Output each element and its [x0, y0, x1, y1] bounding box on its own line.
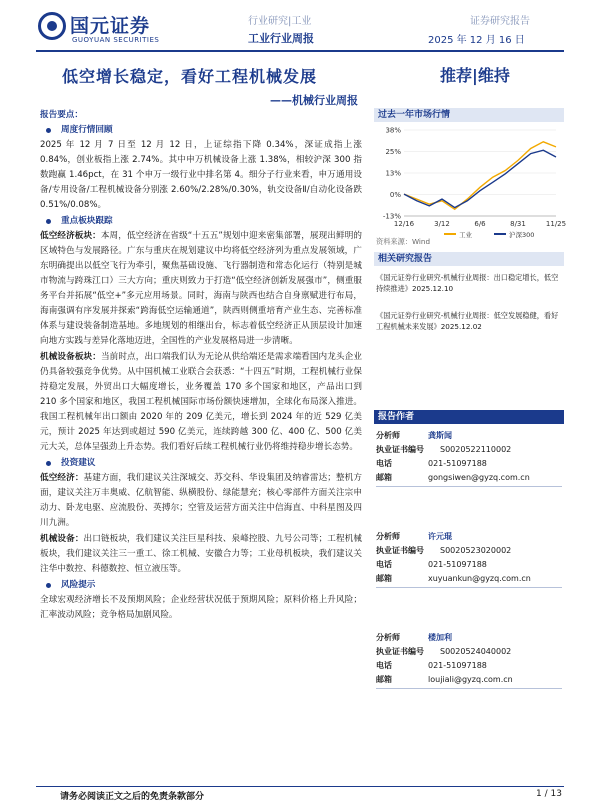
analyst-row [376, 630, 562, 644]
cert-number-label: 执业证书编号 [376, 646, 424, 656]
analyst-row [376, 543, 562, 557]
chart-source: 资料来源：Wind [376, 237, 431, 246]
related-item-text[interactable]: 《国元证券行业研究-机械行业周报：低空发展稳健，看好工程机械未来发展》2025.12.02 [376, 311, 559, 331]
report-type: 证券研究报告 [470, 16, 530, 27]
x-tick-label: 3/12 [434, 220, 450, 228]
y-tick-label: 25% [385, 148, 401, 156]
paragraph-lead: 机械设备： [40, 534, 84, 544]
analyst-name: 楼加利 [428, 632, 452, 642]
email-label: 邮箱 [376, 472, 392, 482]
spacer [376, 691, 562, 731]
report-category: 行业研究|工业 [248, 16, 312, 27]
page-subtitle: ——机械行业周报 [270, 94, 358, 107]
paragraph [40, 532, 362, 577]
bullet-icon [46, 219, 51, 224]
cert-number-label: 执业证书编号 [376, 444, 424, 454]
paragraph-text: 当前时点，出口端我们认为无论从供给端还是需求端看国内龙头企业仍具备较强竞争优势。从中国机械工业联合会获悉：“十四五”时期，工程机械行业保持稳定发展，外贸出口大幅度增长，业务覆盖 170 多个国家和地区，产品出口到 210 多个国家和地区，我国工程机械国际市场份额快速增加，全球化布局深入推进。我国工程机械年出口额由 2020 年的 209 亿美元，增长到 2024 年的近 529 亿美元，预计 2025 年达到或超过 590 亿美元，连续跨越 300 亿、400 亿、500 亿美元大关，总体呈强劲上升态势。我们看好后续工程机械行业仍将维持稳步增长态势。 [40, 352, 362, 452]
analyst-list [376, 428, 562, 731]
series-line-industry [404, 142, 556, 210]
market-chart [374, 124, 567, 244]
paragraph-text: 2025 年 12 月 7 日至 12 月 12 日，上证综指下降 0.34%，深证成指上涨 0.84%，创业板指上涨 2.74%。其中申万机械设备上涨 1.38%，相较沪深 300 指数跑赢 1.46pct，在 31 个申万一级行业中排名第 4。细分子行业来看，申万通用设备/专用设备/工程机械设备分别涨 2.60%/2.28%/0.30%，轨交设备Ⅱ/自动化设备跌 0.51%/0.08%。 [40, 140, 362, 210]
analyst-name-label: 分析师 [376, 430, 400, 440]
section-heading-text: 风险提示 [61, 580, 96, 590]
section-heading-text: 投资建议 [61, 458, 96, 468]
section-heading [40, 214, 362, 229]
page-title: 低空增长稳定，看好工程机械发展 [62, 67, 318, 86]
analyst-row [376, 470, 562, 484]
analyst-row [376, 529, 562, 543]
spacer [376, 489, 562, 529]
email-label: 邮箱 [376, 674, 392, 684]
y-tick-label: 38% [385, 126, 401, 135]
authors-heading: 报告作者 [374, 410, 564, 424]
company-logo-icon [38, 12, 66, 40]
paragraph [40, 471, 362, 531]
analyst-name-label: 分析师 [376, 531, 400, 541]
legend-label: 工业 [459, 231, 472, 239]
x-tick-label: 6/6 [474, 220, 486, 228]
paragraph-text: 出口链板块，我们建议关注巨星科技、泉峰控股、九号公司等；工程机械板块，我们建议关注三一重工、徐工机械、安徽合力等；工业母机板块，我们建议关注华中数控、科德数控、恒立液压等。 [40, 534, 362, 574]
series-line-hs300 [404, 150, 556, 207]
y-tick-label: 0% [389, 191, 401, 199]
bullet-icon [46, 461, 51, 466]
analyst-name: 许元琨 [428, 531, 452, 541]
company-name-en: GUOYUAN SECURITIES [72, 36, 160, 44]
related-heading: 相关研究报告 [374, 252, 564, 266]
analyst-row [376, 644, 562, 658]
summary-label: 报告要点： [40, 110, 83, 120]
email[interactable]: xuyuankun@gyzq.com.cn [428, 573, 531, 583]
x-tick-label: 11/25 [545, 220, 567, 228]
analyst-row [376, 442, 562, 456]
phone: 021-51097188 [428, 458, 487, 468]
phone: 021-51097188 [428, 660, 487, 670]
section-heading [40, 456, 362, 471]
analyst-divider [376, 688, 562, 689]
related-item[interactable] [376, 272, 562, 294]
phone-label: 电话 [376, 660, 392, 670]
bullet-icon [46, 583, 51, 588]
paragraph-lead: 机械设备板块： [40, 352, 101, 362]
spacer [376, 590, 562, 630]
analyst-row [376, 672, 562, 686]
sections [40, 123, 362, 623]
paragraph-lead: 低空经济： [40, 473, 84, 483]
cert-number-label: 执业证书编号 [376, 545, 424, 555]
cert-number: S0020522110002 [440, 444, 512, 454]
cert-number: S0020524040002 [440, 646, 512, 656]
disclaimer-note: 请务必阅读正文之后的免责条款部分 [60, 792, 205, 802]
footer-divider [36, 786, 564, 787]
paragraph [40, 229, 362, 349]
related-item[interactable] [376, 310, 562, 332]
phone-label: 电话 [376, 559, 392, 569]
paragraph-lead: 低空经济板块： [40, 231, 101, 241]
paragraph [40, 593, 362, 623]
section-heading-text: 周度行情回顾 [61, 125, 113, 135]
bullet-icon [46, 128, 51, 133]
rating-badge: 推荐|维持 [440, 66, 510, 85]
analyst-name: 龚斯闻 [428, 430, 452, 440]
analyst-divider [376, 486, 562, 487]
section-heading [40, 578, 362, 593]
chart-heading: 过去一年市场行情 [374, 108, 564, 122]
y-tick-label: 13% [385, 169, 401, 178]
email[interactable]: loujiali@gyzq.com.cn [428, 674, 513, 684]
paragraph-text: 本周，低空经济在省级“十五五”规划中迎来密集部署，展现出鲜明的区域特色与发展路径。广东与重庆在规划建议中均将低空经济列为重点发展领域，广东明确提出以低空飞行为牵引，聚焦基础设施、飞行器制造和常态化运行（特别是城市物流与跨珠江口）三大方向；重庆则致力于打造“低空经济创新发展强市”，侧重服务平台并拓展“低空+”多元应用场景。同时，海南与陕西也结合自身禀赋进行布局，海南强调有序发展并探索“跨海低空运输通道”，陕西则侧重培育产业生态、完善标准体系与建设装备制造基地。多地规划的相继出台，标志着低空经济正从顶层设计加速向地方实践与差异化落地迈进，全国性的产业发展格局进一步清晰。 [40, 231, 362, 346]
analyst-name-label: 分析师 [376, 632, 400, 642]
related-item-text[interactable]: 《国元证券行业研究-机械行业周报：出口稳定增长，低空持续推进》2025.12.10 [376, 273, 559, 293]
analyst-row [376, 428, 562, 442]
paragraph-text: 全球宏观经济增长不及预期风险；企业经营状况低于预期风险；原料价格上升风险；汇率波动风险；竞争格局加剧风险。 [40, 595, 362, 620]
report-date: 2025 年 12 月 16 日 [428, 35, 525, 46]
analyst-divider [376, 587, 562, 588]
analyst-row [376, 571, 562, 585]
analyst-row [376, 456, 562, 470]
header-report-title: 工业行业周报 [248, 32, 314, 45]
cert-number: S0020523020002 [440, 545, 512, 555]
phone: 021-51097188 [428, 559, 487, 569]
phone-label: 电话 [376, 458, 392, 468]
page-number: 1 / 13 [536, 789, 562, 799]
company-name: 国元证券 [70, 15, 151, 37]
email[interactable]: gongsiwen@gyzq.com.cn [428, 472, 530, 482]
paragraph [40, 350, 362, 455]
analyst-row [376, 557, 562, 571]
x-tick-label: 12/16 [393, 220, 415, 228]
analyst-row [376, 658, 562, 672]
section-heading [40, 123, 362, 138]
summary-body [40, 108, 362, 624]
section-heading-text: 重点板块跟踪 [61, 216, 113, 226]
email-label: 邮箱 [376, 573, 392, 583]
paragraph [40, 138, 362, 213]
header-divider [36, 50, 564, 52]
paragraph-text: 基建方面，我们建议关注深城交、苏交科、华设集团及纳睿雷达；整机方面，建议关注万丰奥威、亿航智能、纵横股份、绿能慧充；核心零部件方面关注宗申动力、卧龙电驱、应流股份、英搏尔；空管及运营方面关注中信海直、中科星图及四川九洲。 [40, 473, 362, 528]
legend-label: 沪深300 [509, 231, 535, 239]
y-tick-label: -13% [382, 212, 401, 221]
x-tick-label: 8/31 [510, 220, 526, 228]
